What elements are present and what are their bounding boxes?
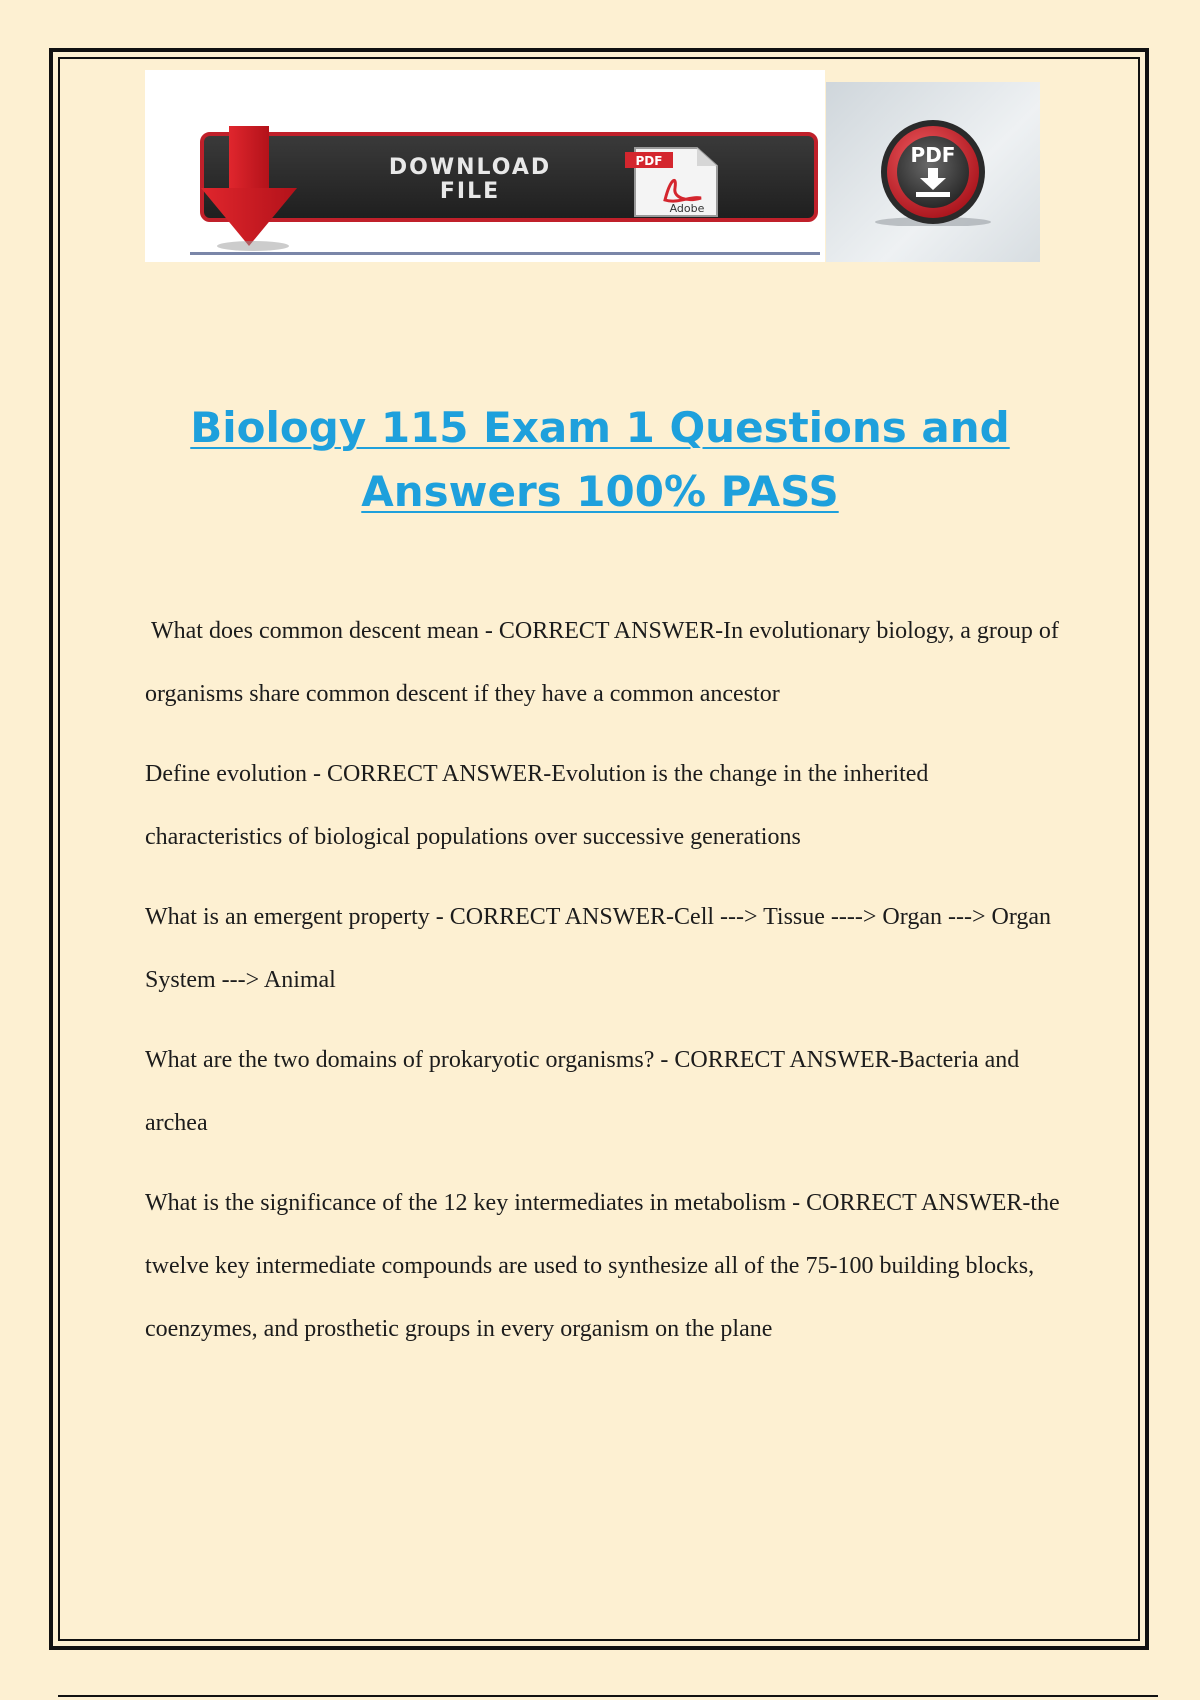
banner-underline (190, 252, 820, 255)
qa-item: What does common descent mean - CORRECT ANSWER-In evolutionary biology, a group of organisms share common descent if they have a common ancestor (145, 618, 1059, 707)
qa-item: Define evolution - CORRECT ANSWER-Evolution is the change in the inherited characteristics of biological populations over successive generations (145, 761, 929, 850)
bottom-rule (58, 1695, 1158, 1697)
download-file-banner[interactable] (145, 70, 825, 262)
pdf-badge-panel[interactable] (826, 82, 1040, 262)
doc-brand-label: Adobe (669, 202, 705, 215)
pdf-download-badge-icon (860, 118, 1006, 226)
download-arrow-icon (193, 122, 303, 252)
badge-pdf-label: PDF (910, 143, 956, 167)
qa-item: What is an emergent property - CORRECT ANSWER-Cell ---> Tissue ----> Organ ---> Organ System ---> Animal (145, 904, 1052, 993)
qa-item: What is the significance of the 12 key intermediates in metabolism - CORRECT ANSWER-the twelve key intermediate compounds are used to synthesize all of the 75-100 building blocks, coenzymes, and prosthetic groups in every organism on the plane (145, 1190, 1060, 1342)
qa-list (145, 600, 1065, 1378)
qa-item: What are the two domains of prokaryotic organisms? - CORRECT ANSWER-Bacteria and archea (145, 1047, 1020, 1136)
document-title[interactable]: Biology 115 Exam 1 Questions and Answers 100% PASS (190, 403, 1010, 516)
download-file-label: DOWNLOAD FILE (388, 155, 552, 204)
doc-pdf-label: PDF (635, 154, 663, 168)
adobe-pdf-document-icon (625, 144, 725, 220)
